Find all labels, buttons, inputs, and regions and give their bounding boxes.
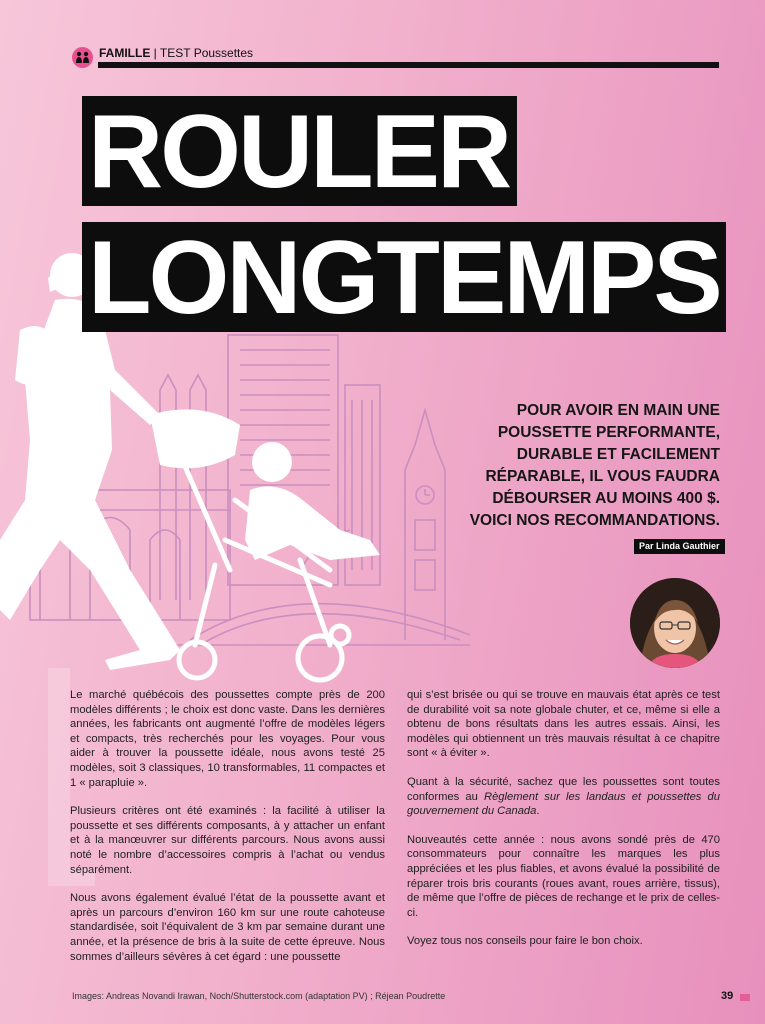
body-paragraph: Nous avons également évalué l’état de la poussette avant et après un parcours d’environ 160 km sur une route cahoteuse standardisée, soit l’équivalent de 3 km par semaine durant une année, et la présence de bris à la suite de cette épreuve. Nous sommes d’ailleurs sévères à cet égard : une poussette	[70, 892, 385, 963]
page-number: 39	[721, 990, 734, 1002]
title-line-1: ROULER	[82, 96, 517, 206]
intro-text: POUR AVOIR EN MAIN UNE POUSSETTE PERFORMANTE, DURABLE ET FACILEMENT RÉPARABLE, IL VOUS FAUDRA DÉBOURSER AU MOINS 400 $. VOICI NOS RECOMMANDATIONS.	[469, 402, 720, 529]
body-text: .	[536, 805, 540, 818]
byline: Par Linda Gauthier	[634, 539, 725, 554]
body-paragraph	[407, 775, 720, 819]
family-icon	[72, 47, 93, 68]
body-paragraph: Le marché québécois des poussettes compte près de 200 modèles différents ; le choix est donc vaste. Dans les dernières années, les fabricants ont augmenté l’offre de modèles légers et compacts, très recherchés pour les voyages. Pour vous aider à trouver la poussette idéale, nous avons testé 25 modèles, soit 3 classiques, 10 transformables, 11 compactes et 1 « parapluie ».	[70, 689, 385, 789]
section-name: FAMILLE	[99, 46, 151, 60]
body-column-right	[407, 688, 720, 963]
regulation-title: Règlement sur les landaus et poussettes du gouvernement du Canada	[407, 790, 720, 818]
author-photo	[630, 578, 720, 668]
body-text: Quant à la sécurité, sachez que les poussettes sont toutes conformes au	[407, 775, 720, 803]
section-label	[99, 45, 253, 61]
body-paragraph: qui s’est brisée ou qui se trouve en mauvais état après ce test de durabilité voit sa note globale chuter, et ce, même si elle a obtenu de bons résultats dans les autres essais. Ainsi, les modèles qui obtiennent un très mauvais résultat à ce chapitre sont « à éviter ».	[407, 689, 720, 760]
body-column-left	[70, 688, 385, 978]
section-separator: |	[150, 46, 160, 60]
header-rule	[98, 62, 719, 68]
stroller-wheels	[179, 626, 349, 680]
image-credits: Images: Andreas Novandi Irawan, Noch/Shutterstock.com (adaptation PV) ; Réjean Poudrette	[72, 991, 446, 1001]
body-paragraph: Nouveautés cette année : nous avons sondé près de 470 consommateurs pour connaître les marques les plus appréciées et les plus fiables, et avons évalué la possibilité de réparer trois bris courants (roues avant, roues arrière, tissus), de même que l’offre de pièces de rechange et le prix de celles-ci.	[407, 833, 720, 919]
title-line-2: LONGTEMPS	[82, 222, 726, 332]
body-paragraph: Plusieurs critères ont été examinés : la facilité à utiliser la poussette et ses différents composants, à y attacher un enfant et à la manœuvrer sur différents parcours. Nous avons aussi noté le nombre d’accessoires compris à l’achat ou vendus séparément.	[70, 805, 385, 876]
body-paragraph: Voyez tous nos conseils pour faire le bon choix.	[407, 935, 643, 948]
subsection-name: TEST Poussettes	[159, 46, 254, 60]
page-marker	[740, 994, 750, 1001]
